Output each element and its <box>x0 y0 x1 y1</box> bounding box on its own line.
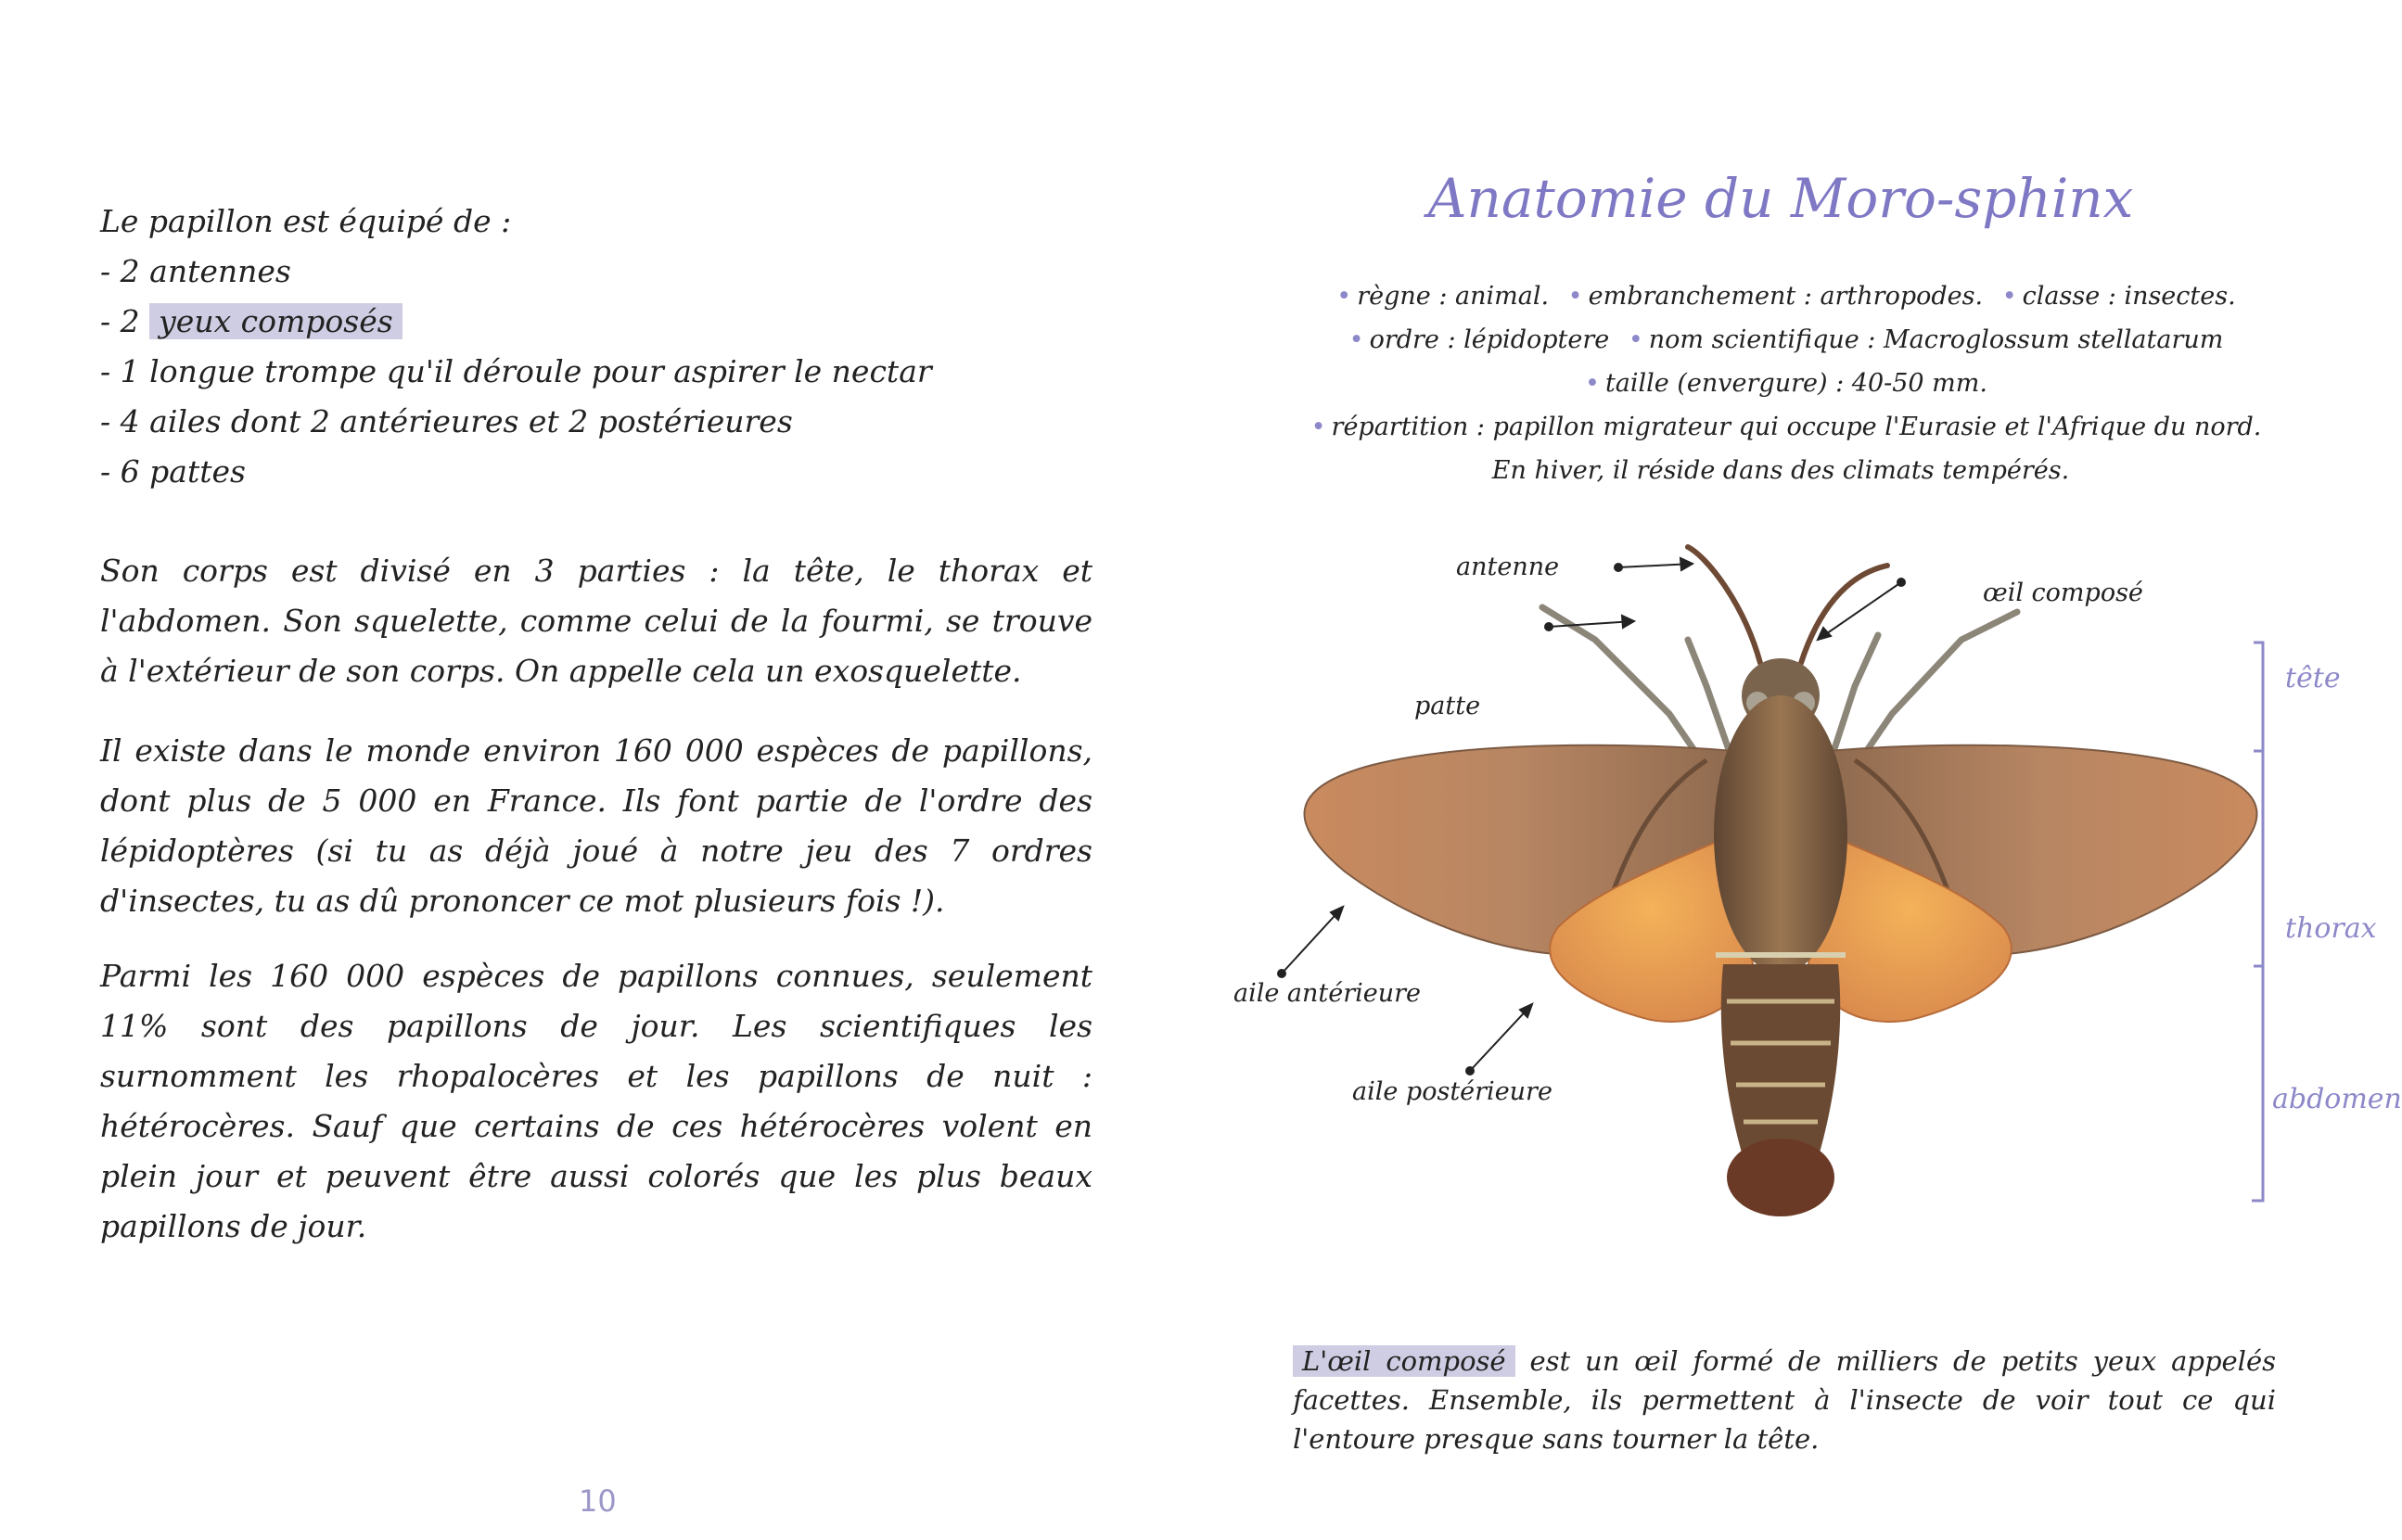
list-item: - 2 yeux composés <box>100 297 932 347</box>
right-page <box>1187 0 2402 1540</box>
page-title: Anatomie du Moro-sphinx <box>1427 167 2134 230</box>
facts-line: • règne : animal. • embranchement : arthropodes. • classe : insectes. <box>1336 282 2236 311</box>
bullet-icon: • <box>1567 282 1583 311</box>
page-number: 10 <box>579 1483 617 1519</box>
list-item: - 4 ailes dont 2 antérieures et 2 postérieures <box>100 403 793 439</box>
scientific-name: Macroglossum stellatarum <box>1883 325 2224 354</box>
facts-line: • taille (envergure) : 40-50 mm. <box>1585 369 1987 398</box>
caption-oeil-compose: L'œil composé est un œil formé de milliers de petits yeux appelés facettes. Ensemble, ils permettent à l'insecte de voir tout ce qui l'entoure presque sans tourner la tête. <box>1293 1345 2276 1455</box>
antennae <box>1688 547 1887 663</box>
paragraph-body-parts: Son corps est divisé en 3 parties : la tête, le thorax et l'abdomen. Son squelette, comme celui de la fourmi, se trouve à l'extérieur de son corps. On appelle cela un exosquelette. <box>100 553 1092 689</box>
thorax <box>1714 695 1847 974</box>
left-page <box>0 0 1187 1540</box>
bullet-icon: • <box>2001 282 2017 311</box>
highlighted-term: yeux composés <box>149 303 402 339</box>
label-oeil-compose: œil composé <box>1983 579 2143 607</box>
list-intro: Le papillon est équipé de : <box>100 203 512 239</box>
bullet-icon: • <box>1348 325 1364 354</box>
list-item: - 6 pattes <box>100 453 246 490</box>
bullet-icon: • <box>1585 369 1600 398</box>
label-patte: patte <box>1414 692 1481 720</box>
tail-tuft <box>1727 1139 1834 1216</box>
paragraph-species-count: Il existe dans le monde environ 160 000 espèces de papillons, dont plus de 5 000 en France. Ils font partie de l'ordre des lépidoptères (si tu as déjà joué à notre jeu des 7 ordres d'insectes, tu as dû prononcer ce mot plusieurs fois !). <box>100 732 1092 919</box>
label-aile-anterieure: aile antérieure <box>1233 979 1422 1008</box>
list-item: - 1 longue trompe qu'il déroule pour aspirer le nectar <box>100 353 932 389</box>
paragraph-day-night: Parmi les 160 000 espèces de papillons connues, seulement 11% sont des papillons de jour. Les scientifiques les surnomment les rhopalocères et les papillons de nuit : hétérocères. Sauf que certains de ces hétérocères volent en plein jour et peuvent être aussi colorés que les plus beaux papillons de jour. <box>100 958 1092 1244</box>
anatomy-list <box>100 197 932 497</box>
bullet-icon: • <box>1310 413 1326 441</box>
highlighted-term: L'œil composé <box>1293 1345 1515 1377</box>
bullet-icon: • <box>1336 282 1352 311</box>
region-abdomen: abdomen <box>2272 1083 2402 1115</box>
facts-line: • répartition : papillon migrateur qui occupe l'Eurasie et l'Afrique du nord. <box>1310 413 2262 441</box>
moth-illustration <box>1187 519 2374 1242</box>
bullet-icon: • <box>1628 325 1643 354</box>
facts-line: • ordre : lépidoptere • nom scientifique : Macroglossum stellatarum <box>1348 325 2224 354</box>
label-aile-posterieure: aile postérieure <box>1352 1077 1552 1106</box>
region-thorax: thorax <box>2285 912 2377 945</box>
label-antenne: antenne <box>1456 553 1560 581</box>
region-tete: tête <box>2285 662 2341 694</box>
facts-block <box>1243 274 2319 492</box>
list-item: - 2 antennes <box>100 253 291 289</box>
facts-line: En hiver, il réside dans des climats tempérés. <box>1491 456 2070 485</box>
